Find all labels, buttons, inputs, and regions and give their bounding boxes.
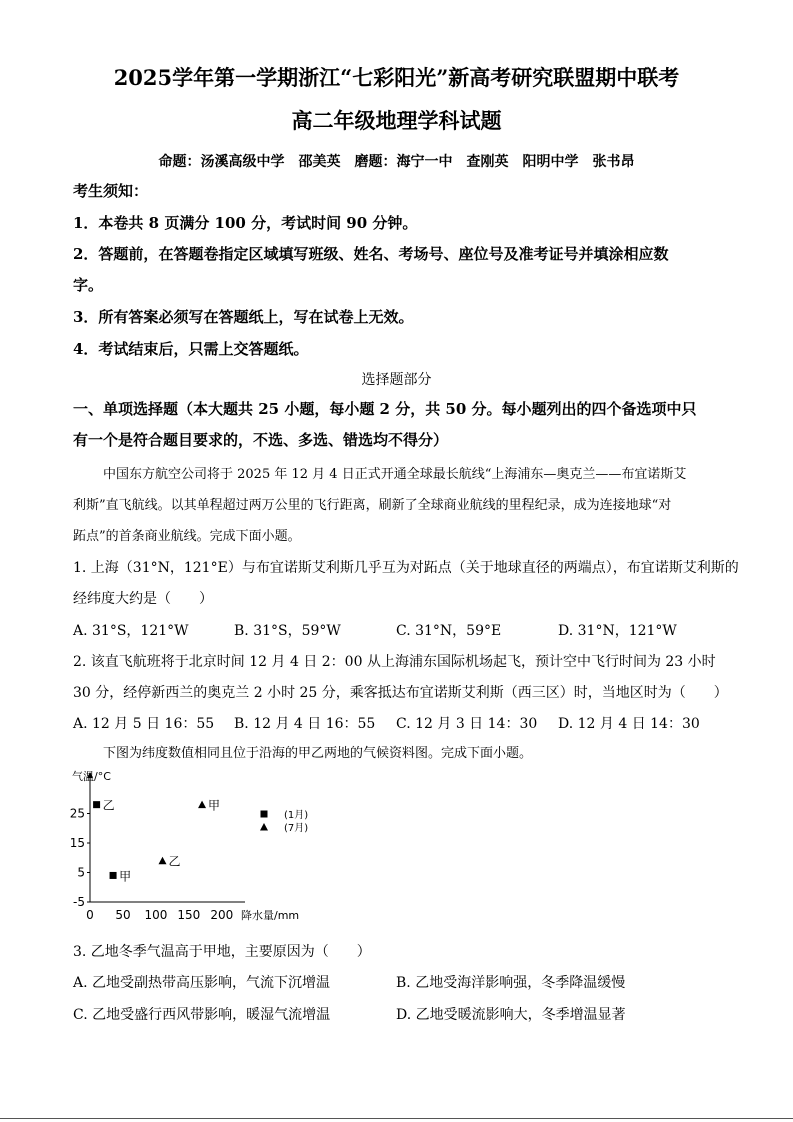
- data-point-triangle: [159, 857, 167, 865]
- passage-line: 利斯”直飞航线。以其单程超过两万公里的飞行距离，刷新了全球商业航线的里程纪录，成为连接地球“对: [73, 498, 672, 513]
- option-d[interactable]: D. 12 月 4 日 14：30: [558, 716, 700, 732]
- notice-item: 4．考试结束后，只需上交答题纸。: [73, 340, 309, 358]
- option-a[interactable]: A. 乙地受副热带高压影响，气流下沉增温: [73, 975, 331, 991]
- y-axis-label: 气温/°C: [72, 770, 111, 783]
- notice-item: 字。: [73, 276, 104, 294]
- option-d[interactable]: D. 乙地受暖流影响大，冬季增温显著: [396, 1007, 626, 1023]
- y-tick-label: 15: [69, 836, 85, 850]
- data-point-square: [93, 801, 100, 808]
- option-c[interactable]: C. 12 月 3 日 14：30: [396, 716, 538, 732]
- climate-chart: [60, 762, 360, 927]
- legend-label: (7月): [284, 823, 309, 834]
- passage-line: 跖点”的首条商业航线。完成下面小题。: [73, 529, 301, 544]
- option-d[interactable]: D. 31°N，121°W: [558, 623, 677, 639]
- part-instructions: 有一个是符合题目要求的，不选、多选、错选均不得分）: [73, 431, 449, 449]
- section-title: 选择题部分: [361, 372, 432, 388]
- data-point-label: 乙: [102, 798, 115, 813]
- x-tick-label: 200: [210, 908, 234, 922]
- x-axis-label: 降水量/mm: [241, 909, 300, 922]
- q1-options: [0, 620, 793, 640]
- option-a[interactable]: A. 12 月 5 日 16：55: [73, 716, 215, 732]
- question-1: 1. 上海（31°N，121°E）与布宜诺斯艾利斯几乎互为对跖点（关于地球直径的两端点），布宜诺斯艾利斯的: [73, 560, 739, 576]
- notice-heading: 考生须知：: [73, 182, 149, 200]
- question-3: 3. 乙地冬季气温高于甲地，主要原因为（ ）: [73, 944, 371, 960]
- option-c[interactable]: C. 31°N，59°E: [396, 623, 502, 639]
- exam-title: 2025学年第一学期浙江“七彩阳光”新高考研究联盟期中联考: [113, 65, 680, 90]
- passage-line: 中国东方航空公司将于 2025 年 12 月 4 日正式开通全球最长航线“上海浦东—奥克兰——布宜诺斯艾: [103, 467, 687, 482]
- option-b[interactable]: B. 乙地受海洋影响强，冬季降温缓慢: [396, 975, 626, 991]
- data-point-triangle: [198, 801, 206, 809]
- x-tick-label: 0: [86, 908, 94, 922]
- y-tick-label: 5: [77, 865, 85, 880]
- option-c[interactable]: C. 乙地受盛行西风带影响，暖湿气流增温: [73, 1007, 331, 1023]
- data-point-label: 甲: [208, 798, 221, 813]
- data-point-label: 乙: [168, 854, 181, 869]
- q2-options: [0, 713, 793, 733]
- y-tick-label: 25: [69, 806, 85, 821]
- exam-subtitle: 高二年级地理学科试题: [291, 108, 502, 133]
- option-b[interactable]: B. 31°S，59°W: [234, 623, 341, 639]
- x-tick-label: 100: [144, 908, 168, 922]
- legend-label: (1月): [284, 810, 309, 821]
- legend-triangle-marker: [260, 823, 268, 831]
- question-2: 2. 该直飞航班将于北京时间 12 月 4 日 2：00 从上海浦东国际机场起飞，预计空中飞行时间为 23 小时: [73, 654, 716, 670]
- option-a[interactable]: A. 31°S，121°W: [73, 623, 189, 639]
- x-tick-label: 50: [115, 908, 131, 922]
- option-b[interactable]: B. 12 月 4 日 16：55: [234, 716, 376, 732]
- passage-line: 下图为纬度数值相同且位于沿海的甲乙两地的气候资料图。完成下面小题。: [103, 746, 533, 761]
- notice-item: 2．答题前，在答题卷指定区域填写班级、姓名、考场号、座位号及准考证号并填涂相应数: [73, 245, 669, 263]
- question-1-cont: 经纬度大约是（ ）: [73, 591, 213, 607]
- notice-item: 3．所有答案必须写在答题纸上，写在试卷上无效。: [73, 308, 414, 326]
- question-2-cont: 30 分，经停新西兰的奥克兰 2 小时 25 分，乘客抵达布宜诺斯艾利斯（西三区）时，当地区时为（ ）: [73, 685, 728, 701]
- page-bottom-rule: [0, 1118, 793, 1119]
- authors-line: 命题：汤溪高级中学 邵美英 磨题：海宁一中 查刚英 阳明中学 张书昂: [158, 154, 635, 170]
- data-point-label: 甲: [119, 869, 132, 884]
- y-tick-label: -5: [73, 895, 85, 909]
- data-point-square: [110, 872, 117, 879]
- legend-square-marker: [261, 811, 268, 818]
- notice-item: 1．本卷共 8 页满分 100 分，考试时间 90 分钟。: [73, 214, 418, 232]
- x-tick-label: 150: [177, 908, 201, 922]
- part-instructions: 一、单项选择题（本大题共 25 小题，每小题 2 分，共 50 分。每小题列出的四个备选项中只: [73, 400, 697, 418]
